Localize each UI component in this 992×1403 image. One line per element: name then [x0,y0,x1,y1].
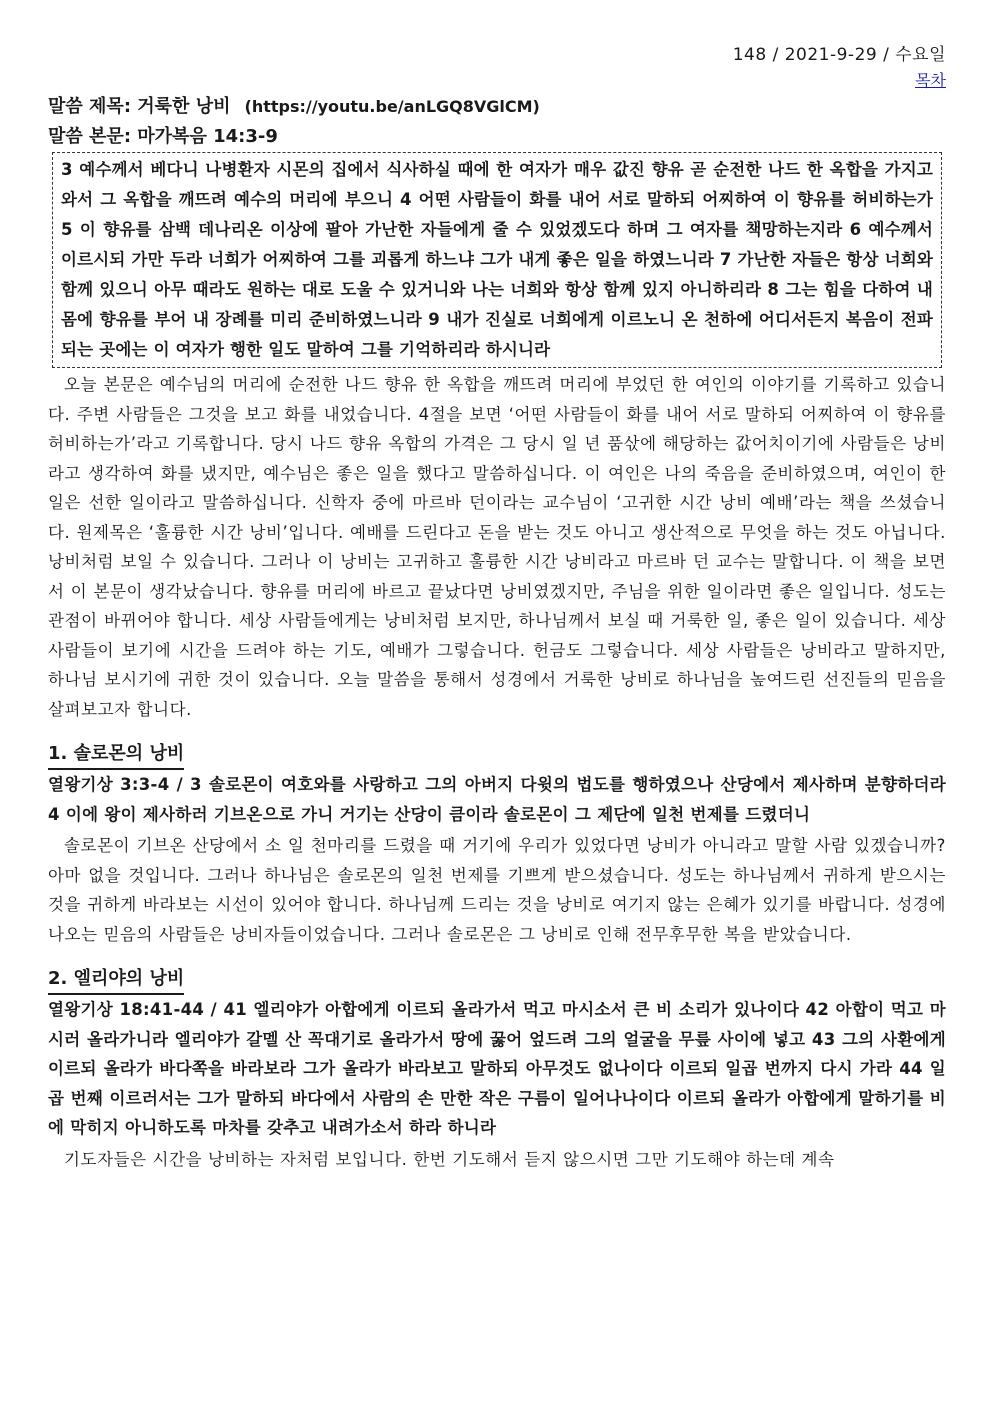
section-scripture: 열왕기상 18:41-44 / 41 엘리야가 아합에게 이르되 올라가서 먹고 마시소서 큰 비 소리가 있나이다 42 아합이 먹고 마시러 올라가니라 엘리야가 갈멜 산 꼭대기로 올라가서 땅에 꿇어 엎드려 그의 얼굴을 무릎 사이에 넣고 43 그의 사환에게 이르되 올라가 바다쪽을 바라보라 그가 올라가 바라보고 말하되 아무것도 없나이다 이르되 일곱 번까지 다시 가라 44 일곱 번째 이르러서는 그가 말하되 바다에서 사람의 손 만한 작은 구름이 일어나나이다 이르되 올라가 아합에게 말하기를 비에 막히지 아니하도록 마차를 갖추고 내려가소서 하라 하니라 [48,1000,946,1137]
toc-row [48,70,946,92]
sermon-url: (https://youtu.be/anLGQ8VGlCM) [244,97,540,116]
sermon-title-line [48,92,946,122]
sermon-text-ref: 말씀 본문: 마가복음 14:3-9 [48,126,278,147]
section-2 [48,949,946,1174]
page-meta: 148 / 2021-9-29 / 수요일 [732,45,946,65]
intro-paragraph: 오늘 본문은 예수님의 머리에 순전한 나드 향유 한 옥합을 깨뜨려 머리에 부었던 한 여인의 이야기를 기록하고 있습니다. 주변 사람들은 그것을 보고 화를 내었습니다. 4절을 보면 ‘어떤 사람들이 화를 내어 서로 말하되 어찌하여 이 향유를 허비하는가’라고 기록합니다. 당시 나드 향유 옥합의 가격은 그 당시 일 년 품삯에 해당하는 값어치이기에 사람들은 낭비라고 생각하여 화를 냈지만, 예수님은 좋은 일을 했다고 말씀하십니다. 이 여인은 나의 죽음을 준비하였으며, 여인이 한 일은 선한 일이라고 말씀하십니다. 신학자 중에 마르바 던이라는 교수님이 ‘고귀한 시간 낭비 예배’라는 책을 쓰셨습니다. 원제목은 ‘훌륭한 시간 낭비’입니다. 예배를 드린다고 돈을 받는 것도 아니고 생산적으로 무엇을 하는 것도 아닙니다. 낭비처럼 보일 수 있습니다. 그러나 이 낭비는 고귀하고 훌륭한 시간 낭비라고 마르바 던 교수는 말합니다. 이 책을 보면서 이 본문이 생각났습니다. 향유를 머리에 바르고 끝났다면 낭비였겠지만, 주님을 위한 일이라면 좋은 일입니다. 성도는 관점이 바뀌어야 합니다. 세상 사람들에게는 낭비처럼 보지만, 하나님께서 보실 때 거룩한 일, 좋은 일이 있습니다. 세상 사람들이 보기에 시간을 드려야 하는 기도, 예배가 그렇습니다. 헌금도 그렇습니다. 세상 사람들은 낭비라고 말하지만, 하나님 보시기에 귀한 것이 있습니다. 오늘 말씀을 통해서 성경에서 거룩한 낭비로 하나님을 높여드린 선진들의 믿음을 살펴보고자 합니다. [48,375,946,719]
section-title: 2. 엘리야의 낭비 [48,965,184,995]
section-body: 기도자들은 시간을 낭비하는 자처럼 보입니다. 한번 기도해서 듣지 않으시면 그만 기도해야 하는데 계속 [64,1149,835,1169]
sermon-title: 말씀 제목: 거룩한 낭비 [48,96,231,117]
scripture-box: 3 예수께서 베다니 나병환자 시몬의 집에서 식사하실 때에 한 여자가 매우 값진 향유 곧 순전한 나드 한 옥합을 가지고 와서 그 옥합을 깨뜨려 예수의 머리에 부으니 4 어떤 사람들이 화를 내어 서로 말하되 어찌하여 이 향유를 허비하는가 5 이 향유를 삼백 데나리온 이상에 팔아 가난한 자들에게 줄 수 있었겠도다 하며 그 여자를 책망하는지라 6 예수께서 이르시되 가만 두라 너희가 어찌하여 그를 괴롭게 하느냐 그가 내게 좋은 일을 하였느니라 7 가난한 자들은 항상 너희와 함께 있으니 아무 때라도 원하는 대로 도울 수 있거니와 나는 너희와 항상 함께 있지 아니하리라 8 그는 힘을 다하여 내 몸에 향유를 부어 내 장례를 미리 준비하였느니라 9 내가 진실로 너희에게 이르노니 온 천하에 어디서든지 복음이 전파되는 곳에는 이 여자가 행한 일도 말하여 그를 기억하리라 하시니라 [52,152,942,368]
section-body: 솔로몬이 기브온 산당에서 소 일 천마리를 드렸을 때 거기에 우리가 있었다면 낭비가 아니라고 말할 사람 있겠습니까? 아마 없을 것입니다. 그러나 하나님은 솔로몬의 일천 번제를 기쁘게 받으셨습니다. 성도는 하나님께서 귀하게 받으시는 것을 귀하게 바라보는 시선이 있어야 합니다. 하나님께 드리는 것을 낭비로 여기지 않는 은혜가 있기를 바랍니다. 성경에 나오는 믿음의 사람들은 낭비자들이었습니다. 그러나 솔로몬은 그 낭비로 인해 전무후무한 복을 받았습니다. [48,836,946,944]
section-scripture: 열왕기상 3:3-4 / 3 솔로몬이 여호와를 사랑하고 그의 아버지 다윗의 법도를 행하였으나 산당에서 제사하며 분향하더라 4 이에 왕이 제사하러 기브온으로 가니 거기는 산당이 큼이라 솔로몬이 그 제단에 일천 번제를 드렸더니 [48,775,946,824]
section-1 [48,724,946,949]
toc-link[interactable]: 목차 [915,71,946,90]
document-page [48,40,946,1174]
section-title: 1. 솔로몬의 낭비 [48,740,184,770]
